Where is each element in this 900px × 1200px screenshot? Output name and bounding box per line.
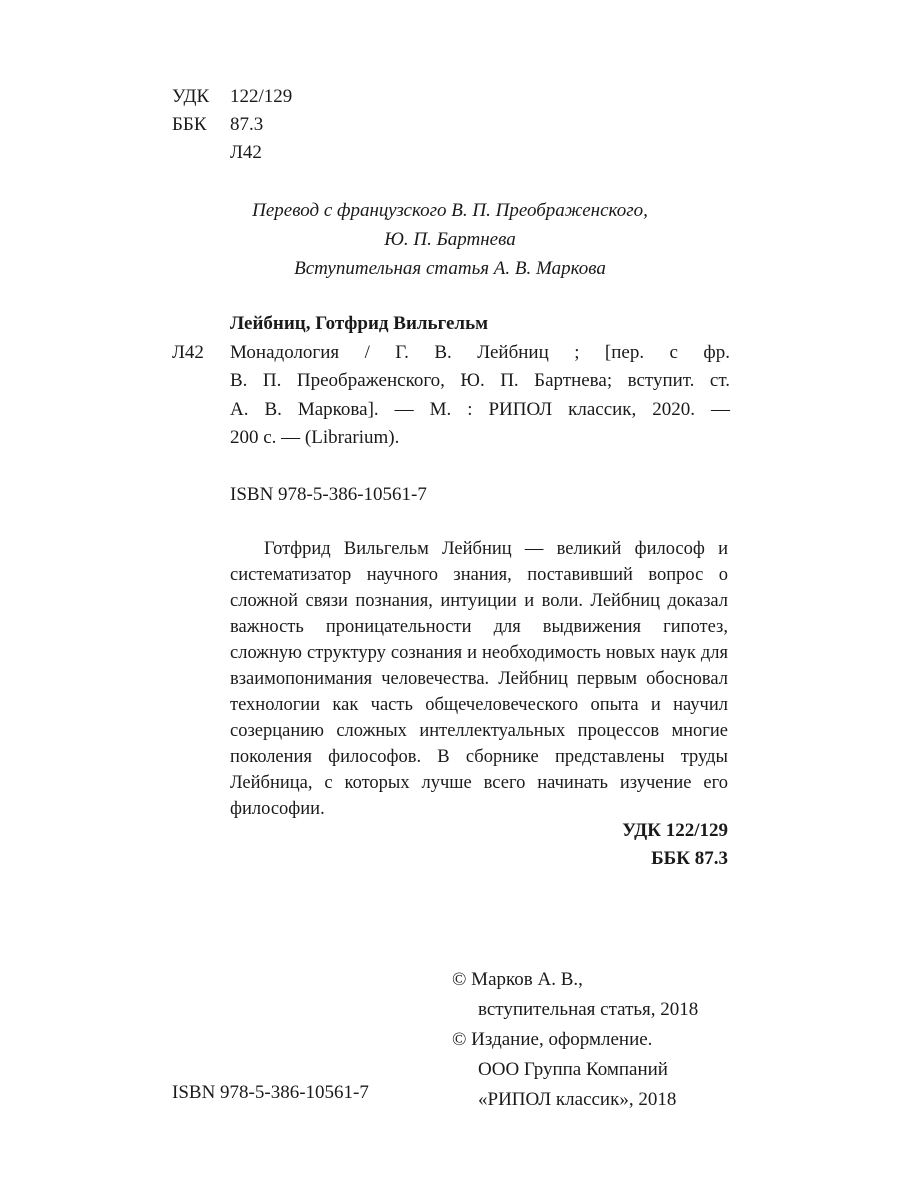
translation-line-3: Вступительная статья А. В. Маркова (294, 258, 606, 279)
annotation (230, 536, 728, 822)
record-author: Лейбниц, Готфрид Вильгельм (230, 313, 489, 334)
annotation-text: Готфрид Вильгельм Лейбниц — великий философ и систематизатор научного знания, поставивший вопрос о сложной связи познания, интуиции и воли. Лейбниц доказал важность проницательности для выдвижения гипотез, сложную структуру сознания и необходимость новых наук для взаимопонимания человечества. Лейбниц первым обосновал технологии как часть общечеловеческого опыта и научил созерцанию сложных интеллектуальных процессов многие поколения философов. В сборнике представлены труды Лейбница, с которых лучше всего начинать изучение его философии. (230, 539, 728, 819)
record-isbn: ISBN 978-5-386-10561-7 (230, 484, 427, 505)
udk-value: 122/129 (230, 86, 293, 107)
author-sign: Л42 (230, 142, 262, 163)
footer-isbn: ISBN 978-5-386-10561-7 (172, 1082, 369, 1103)
bbk-value: 87.3 (230, 114, 264, 135)
bbk-right: ББК 87.3 (651, 848, 728, 869)
record-line-2: В. П. Преображенского, Ю. П. Бартнева; вступит. ст. (230, 370, 730, 391)
author-sign-line (172, 142, 262, 164)
copyright-author: © Марков А. В., (452, 969, 583, 990)
translation-line-1: Перевод с французского В. П. Преображенского, (252, 200, 648, 221)
bbk-line (172, 114, 263, 136)
copyright-publisher: © Издание, оформление. (452, 1029, 653, 1050)
bbk-label: ББК (172, 114, 207, 135)
copyright-publisher-year: «РИПОЛ классик», 2018 (478, 1089, 677, 1110)
udk-label: УДК (172, 86, 210, 107)
udk-line (172, 86, 292, 108)
record-line-1: Монадология / Г. В. Лейбниц ; [пер. с фр. (230, 342, 730, 363)
record-line-3: А. В. Маркова]. — М. : РИПОЛ классик, 2020. — (230, 399, 730, 420)
record-sign: Л42 (172, 342, 204, 363)
translation-line-2: Ю. П. Бартнева (384, 229, 516, 250)
copyright-author-detail: вступительная статья, 2018 (478, 999, 699, 1020)
record-line-4: 200 с. — (Librarium). (230, 427, 400, 448)
copyright-publisher-name: ООО Группа Компаний (478, 1059, 668, 1080)
copyright-block (452, 965, 742, 1115)
udk-right: УДК 122/129 (622, 820, 728, 841)
